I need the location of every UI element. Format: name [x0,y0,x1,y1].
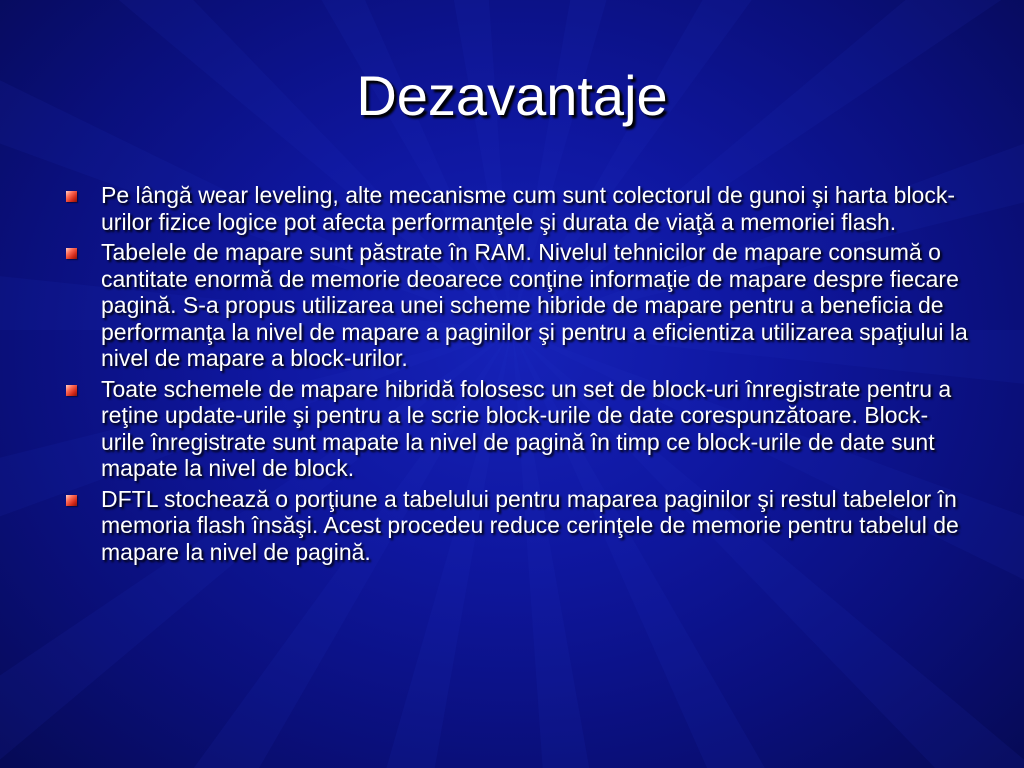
bullet-item [66,182,971,235]
slide-title: Dezavantaje [356,64,668,127]
bullet-text: Tabelele de mapare sunt păstrate în RAM. Nivelul tehnicilor de mapare consumă o cantitate enormă de memorie deoarece conţine informaţie de mapare despre fiecare pagină. S-a propus utilizarea unei scheme hibride de mapare pentru a beneficia de performanţa la nivel de mapare a paginilor şi pentru a eficientiza utilizarea spaţiului la nivel de mapare a block-urilor. [101,239,968,371]
bullet-item [66,486,971,566]
bullet-item [66,239,971,372]
bullet-text: Toate schemele de mapare hibridă folosesc un set de block-uri înregistrate pentru a reţine update-urile şi pentru a le scrie block-urile de date corespunzătoare. Block-urile înregistrate sunt mapate la nivel de pagină în timp ce block-urile de date sunt mapate la nivel de block. [101,375,952,481]
square-bullet-icon [66,248,77,259]
bullet-text: Pe lângă wear leveling, alte mecanisme cum sunt colectorul de gunoi şi harta block-urilor fizice logice pot afecta performanţele şi durata de viaţă a memoriei flash. [101,182,955,235]
square-bullet-icon [66,385,77,396]
square-bullet-icon [66,495,77,506]
bullet-text: DFTL stochează o porţiune a tabelului pentru maparea paginilor şi restul tabelelor în memoria flash însăşi. Acest procedeu reduce cerinţele de memorie pentru tabelul de mapare la nivel de pagină. [101,485,959,565]
bullet-list [66,182,971,569]
square-bullet-icon [66,191,77,202]
bullet-item [66,376,971,482]
